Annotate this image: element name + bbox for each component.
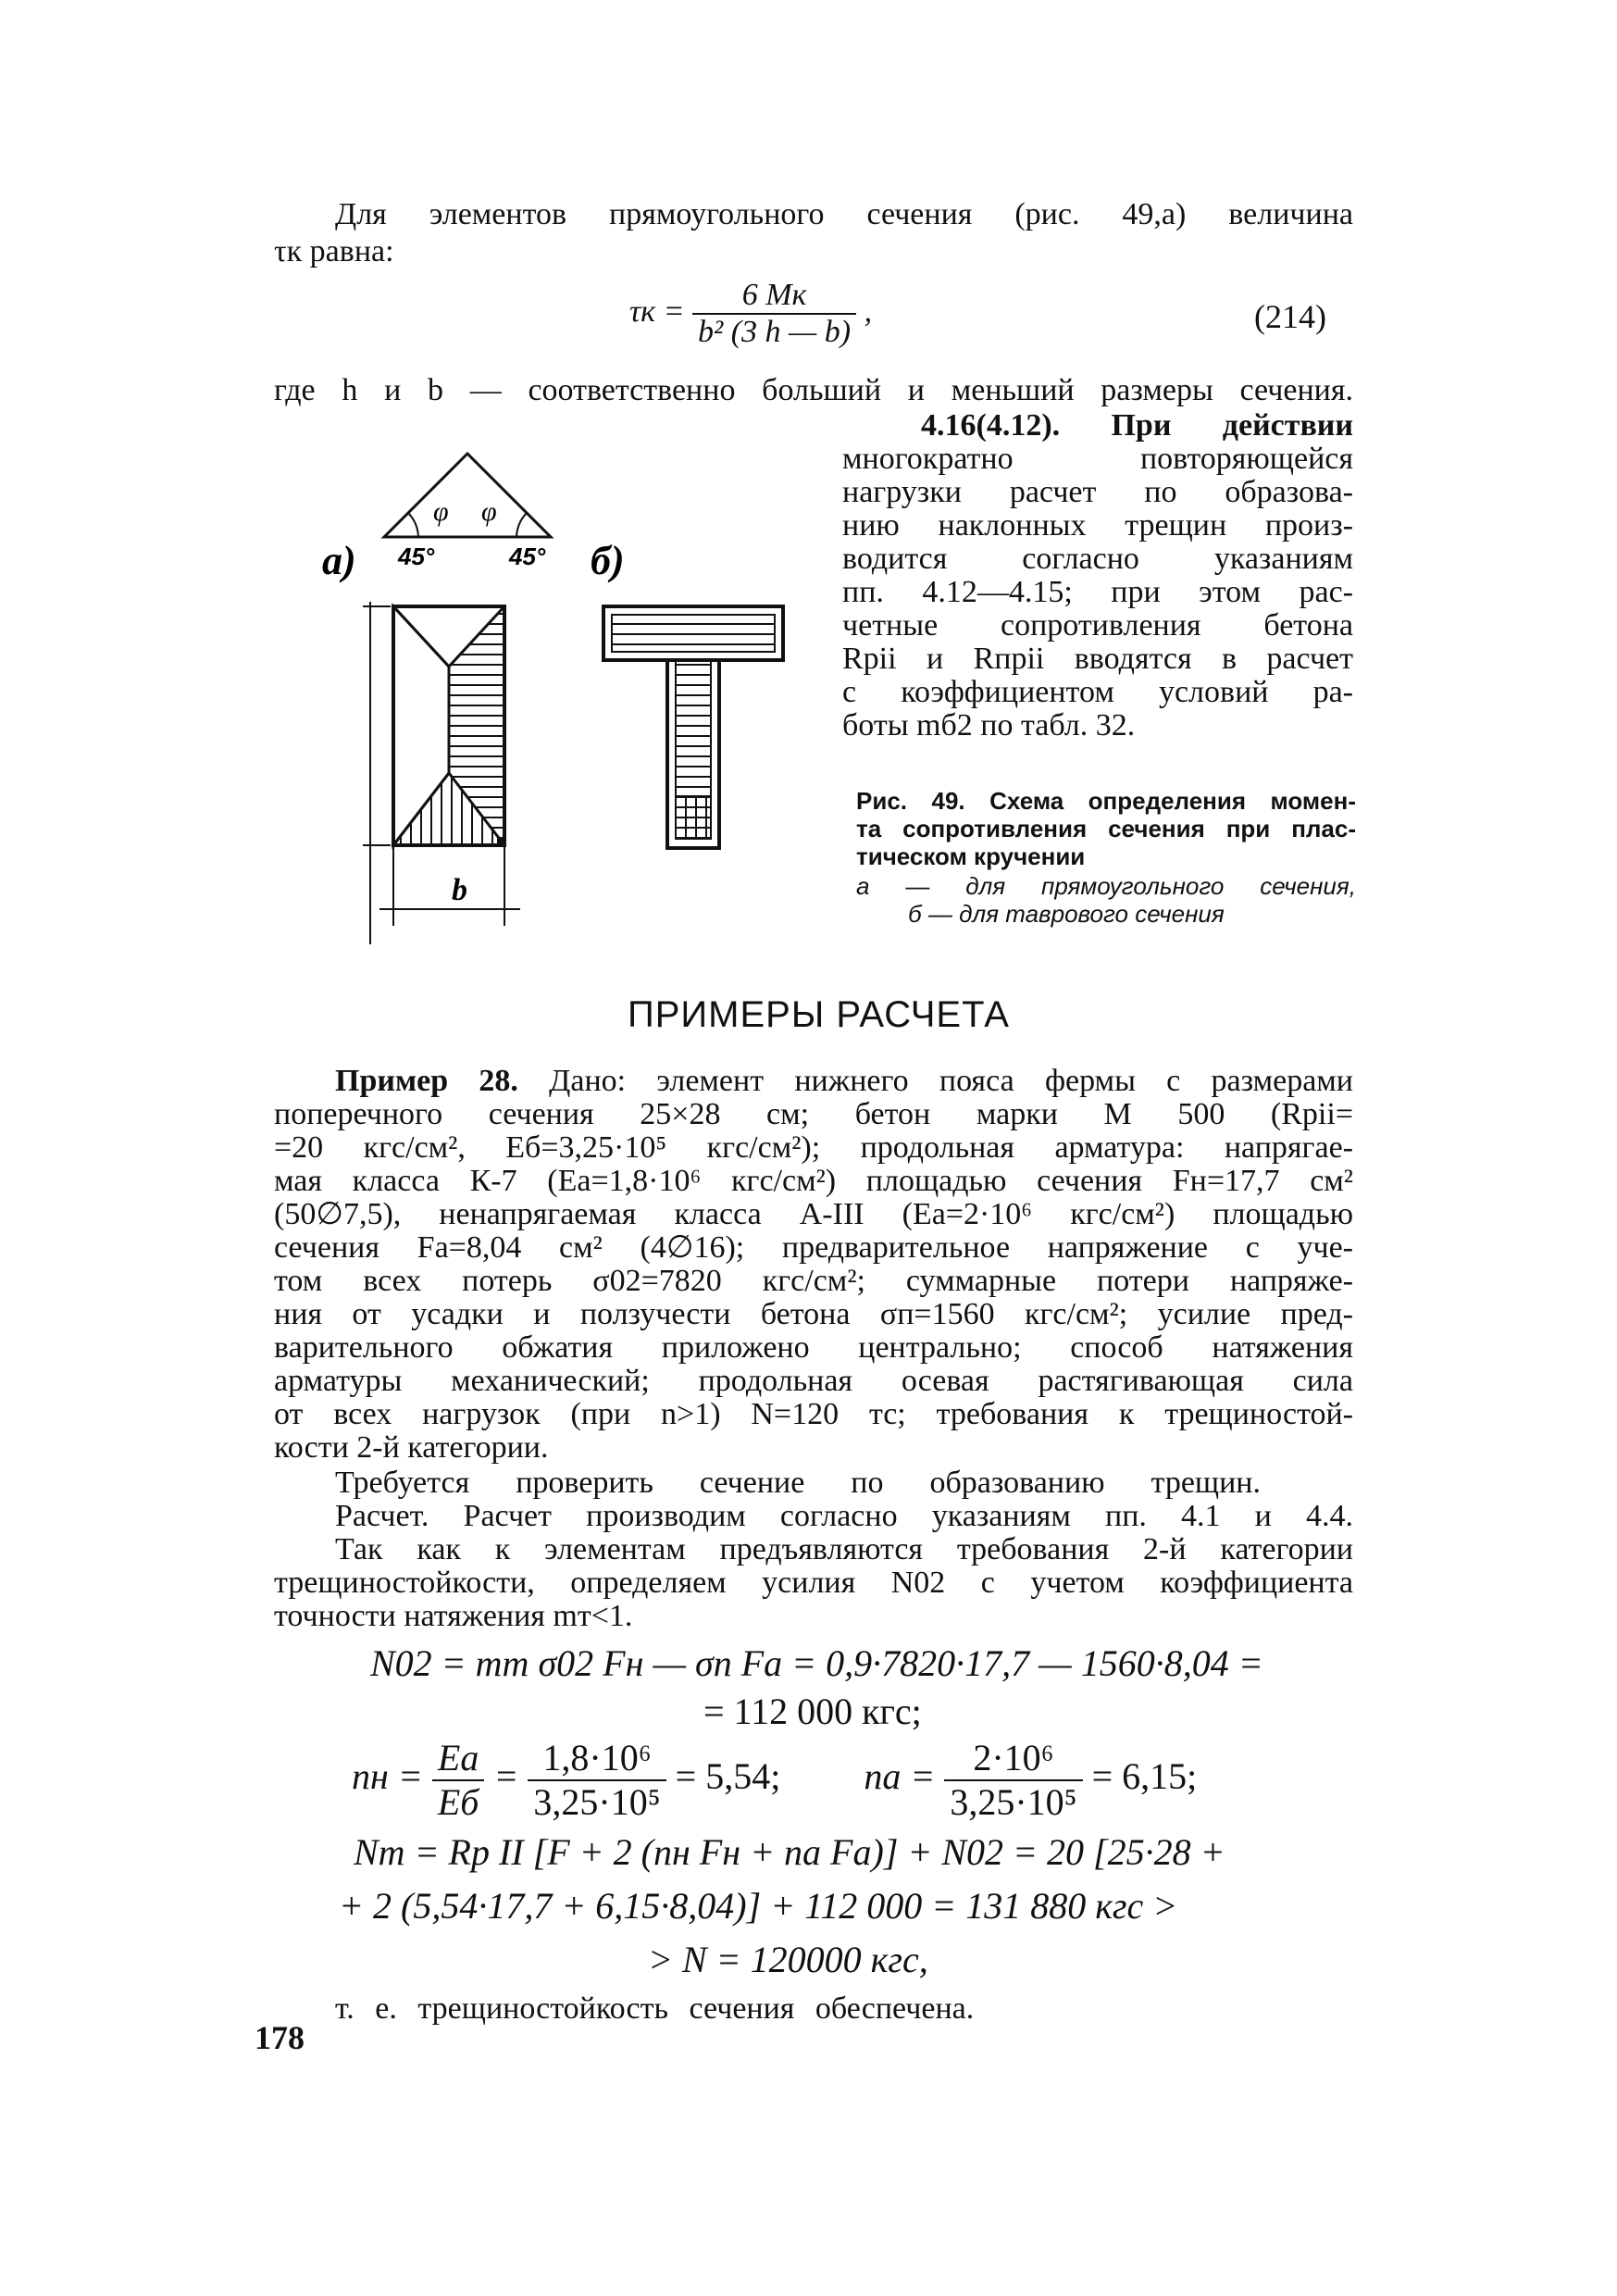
angle-triangle xyxy=(384,454,551,537)
where-line: где h и b — соответственно больший и меньший размеры сечения. xyxy=(274,373,1353,407)
example-first-line xyxy=(335,1063,1353,1100)
na-lhs: nа = xyxy=(864,1755,936,1798)
figure-legend xyxy=(856,872,1356,928)
nh-result: = 5,54; xyxy=(675,1755,781,1798)
equation-n02-line-2: = 112 000 кгс; xyxy=(703,1691,922,1732)
intro-line-1: Для элементов прямоугольного сечения (рис. 49,а) величина xyxy=(335,197,1353,231)
na-fraction-num: 2·10⁶ xyxy=(944,1737,1082,1781)
example-line: Дано: элемент нижнего пояса фермы с размерами xyxy=(549,1064,1353,1098)
example-para-line: точности натяжения mт<1. xyxy=(274,1599,633,1633)
example-line: от всех нагрузок (при n>1) N=120 тс; требования к трещиностой- xyxy=(274,1397,1353,1431)
example-line: (50∅7,5), ненапрягаемая класса А-III (Eа=2·10⁶ кгс/см²) площадью xyxy=(274,1197,1353,1231)
clause-line: 4.16(4.12). При действии xyxy=(921,408,1353,443)
example-line: мая класса К-7 (Eа=1,8·10⁶ кгс/см²) площадью сечения Fн=17,7 см² xyxy=(274,1164,1353,1198)
nh-fraction-1-den: Eб xyxy=(437,1781,479,1823)
conclusion-line: т. е. трещиностойкость сечения обеспечена. xyxy=(335,1991,975,2026)
example-line: арматуры механический; продольная осевая растягивающая сила xyxy=(274,1364,1353,1398)
example-para-line: трещиностойкости, определяем усилия N02 с учетом коэффициента xyxy=(274,1566,1353,1600)
na-fraction xyxy=(944,1737,1082,1824)
clause-line: водится согласно указаниям xyxy=(842,542,1353,576)
example-required: Требуется проверить сечение по образованию трещин. xyxy=(335,1466,1261,1500)
example-para-line: Так как к элементам предъявляются требования 2-й категории xyxy=(335,1532,1353,1566)
clause-line: Rpii и Rпpii вводятся в расчет xyxy=(842,642,1353,676)
figure-label-a: а) xyxy=(322,538,356,583)
clause-line: нагрузки расчет по образова- xyxy=(842,475,1353,509)
figure-49 xyxy=(315,426,870,944)
t-section xyxy=(603,606,783,848)
legend-line: а — для прямоугольного сечения, xyxy=(856,872,1356,900)
formula-214-numerator: 6 Mк xyxy=(692,278,856,315)
equation-nt-line-3: > N = 120000 кгс, xyxy=(648,1939,928,1980)
clause-line: пп. 4.12—4.15; при этом рас- xyxy=(842,575,1353,609)
example-line: варительного обжатия приложено центрально; способ натяжения xyxy=(274,1330,1353,1365)
caption-title-line: тическом кручении xyxy=(856,842,1086,870)
section-heading: ПРИМЕРЫ РАСЧЕТА xyxy=(628,994,1010,1035)
formula-214 xyxy=(629,278,872,350)
example-line: том всех потерь σ02=7820 кгс/см²; суммарные потери напряже- xyxy=(274,1264,1353,1298)
figure-label-b: б) xyxy=(591,538,625,583)
clause-line: с коэффициентом условий ра- xyxy=(842,675,1353,709)
formula-214-number: (214) xyxy=(1254,298,1326,335)
clause-line: многократно повторяющейся xyxy=(842,442,1353,476)
example-line: сечения Fа=8,04 см² (4∅16); предварительное напряжение с уче- xyxy=(274,1230,1353,1265)
example-line: поперечного сечения 25×28 см; бетон марки М 500 (Rpii= xyxy=(274,1097,1353,1131)
example-line: =20 кгс/см², Eб=3,25·10⁵ кгс/см²); продольная арматура: напрягае- xyxy=(274,1130,1353,1165)
caption-title-line: Рис. 49. Схема определения момен- xyxy=(856,787,1356,815)
equation-n-ratios xyxy=(352,1737,1197,1824)
nh-fraction-1-num: Eа xyxy=(432,1737,485,1781)
nh-eq: = xyxy=(493,1755,519,1798)
equation-n02-line-1: N02 = mт σ02 Fн — σп Fа = 0,9·7820·17,7 — 1560·8,04 = xyxy=(370,1642,1263,1684)
equation-nt-line-2: + 2 (5,54·17,7 + 6,15·8,04)] + 112 000 = 131 880 кгс > xyxy=(339,1885,1178,1927)
phi-left-label: φ xyxy=(433,496,449,527)
example-line: ния от усадки и ползучести бетона σп=1560 кгс/см²; усилие пред- xyxy=(274,1297,1353,1331)
nh-fraction-2-num: 1,8·10⁶ xyxy=(528,1737,665,1781)
nh-lhs: nн = xyxy=(352,1755,423,1798)
example-title: Пример 28. xyxy=(335,1064,518,1098)
formula-214-tail: , xyxy=(864,293,873,329)
formula-214-denominator: b² (3 h — b) xyxy=(698,315,852,349)
na-result: = 6,15; xyxy=(1091,1755,1198,1798)
clause-line: боты mб2 по табл. 32. xyxy=(842,708,1136,742)
nh-fraction-2 xyxy=(528,1737,665,1824)
nh-fraction-1 xyxy=(432,1737,485,1824)
page-number: 178 xyxy=(255,2019,305,2056)
clause-line: четные сопротивления бетона xyxy=(842,608,1353,643)
formula-214-fraction xyxy=(692,278,856,350)
clause-line: нию наклонных трещин произ- xyxy=(842,508,1353,543)
na-fraction-den: 3,25·10⁵ xyxy=(950,1781,1077,1823)
dimension-b-label: b xyxy=(452,873,467,907)
angle-left-label: 45° xyxy=(398,543,435,570)
phi-right-label: φ xyxy=(481,496,497,527)
formula-214-lhs: τк = xyxy=(629,293,685,329)
figure-caption xyxy=(856,787,1356,870)
example-calc-line: Расчет. Расчет производим согласно указаниям пп. 4.1 и 4.4. xyxy=(335,1499,1353,1533)
caption-title-line: та сопротивления сечения при плас- xyxy=(856,815,1356,842)
nh-fraction-2-den: 3,25·10⁵ xyxy=(533,1781,661,1823)
example-line: кости 2-й категории. xyxy=(274,1430,549,1465)
legend-line: б — для таврового сечения xyxy=(908,900,1225,928)
rectangular-section xyxy=(393,606,506,847)
angle-right-label: 45° xyxy=(509,543,546,570)
equation-nt-line-1: Nт = Rp II [F + 2 (nн Fн + nа Fа)] + N02 = 20 [25·28 + xyxy=(354,1831,1225,1873)
intro-line-2: τк равна: xyxy=(274,234,394,268)
